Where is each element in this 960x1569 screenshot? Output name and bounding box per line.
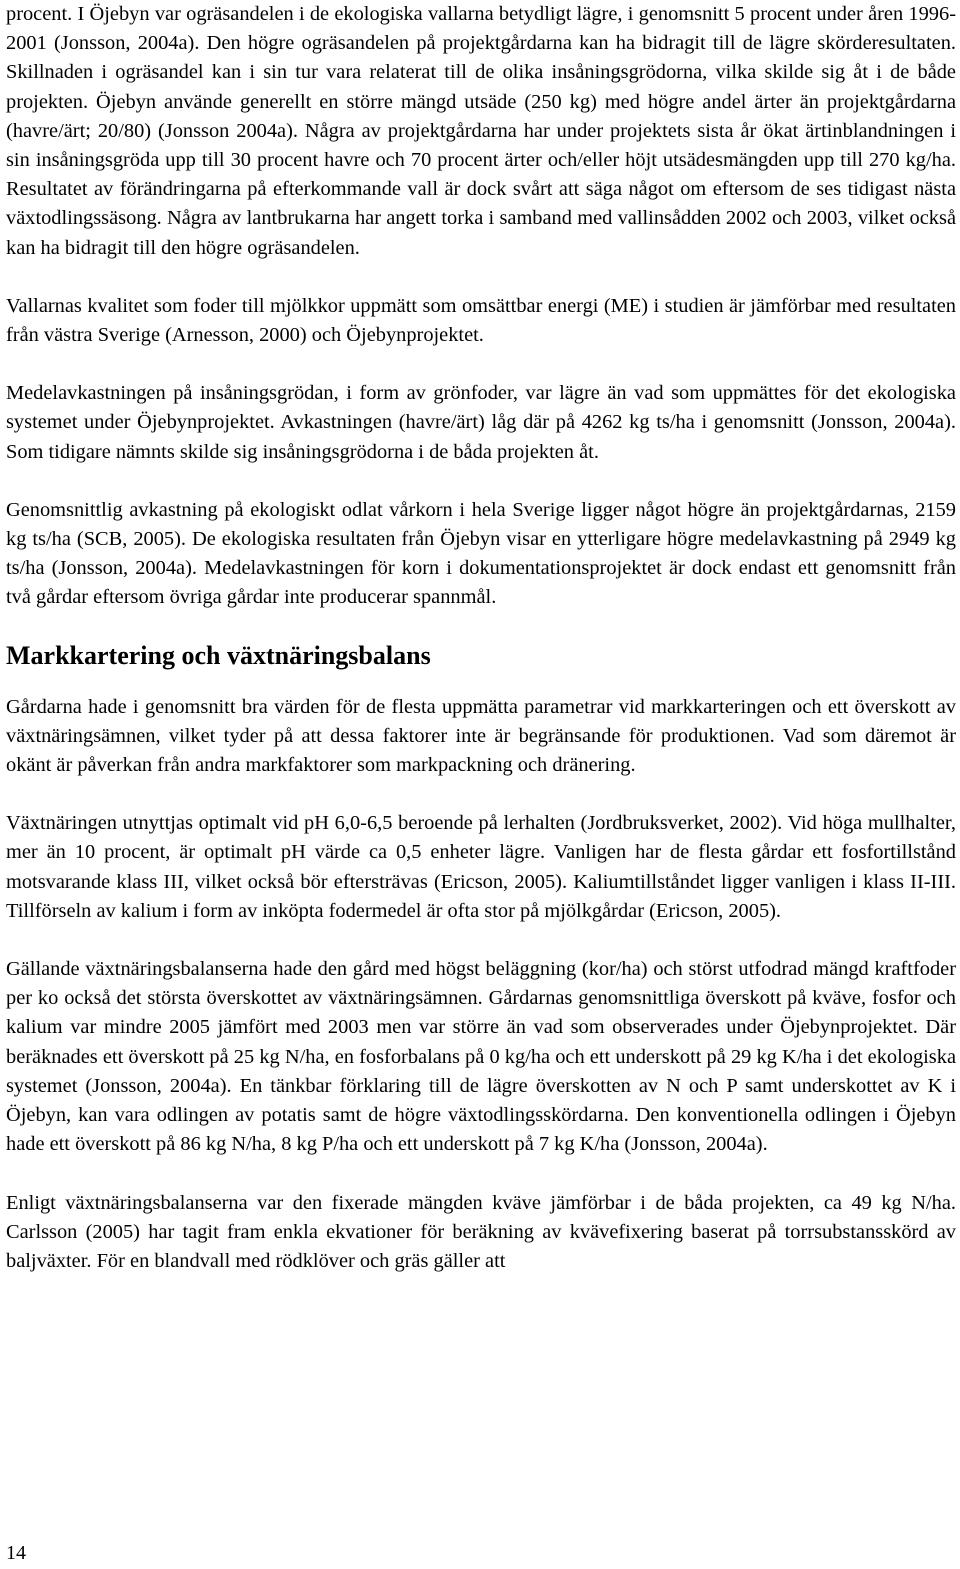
page-number: 14	[6, 1542, 26, 1564]
document-page	[6, 0, 956, 1276]
body-paragraph: Växtnäringen utnyttjas optimalt vid pH 6,0-6,5 beroende på lerhalten (Jordbruksverket, 2002). Vid höga mullhalter, mer än 10 procent, är optimalt pH värde ca 0,5 enheter lägre. Vanligen har de flesta gårdar ett fosfortillstånd motsvarande klass III, vilket också bör eftersträvas (Ericson, 2005). Kaliumtillståndet ligger vanligen i klass II-III. Tillförseln av kalium i form av inköpta fodermedel är ofta stor på mjölkgårdar (Ericson, 2005).	[6, 812, 956, 922]
body-paragraph: Gällande växtnäringsbalanserna hade den gård med högst beläggning (kor/ha) och störst utfodrad mängd kraftfoder per ko också det största överskottet av växtnäringsämnen. Gårdarnas genomsnittliga överskott på kväve, fosfor och kalium var mindre 2005 jämfört med 2003 men var större än vad som observerades under Öjebynprojektet. Där beräknades ett överskott på 25 kg N/ha, en fosforbalans på 0 kg/ha och ett underskott på 29 kg K/ha i det ekologiska systemet (Jonsson, 2004a). En tänkbar förklaring till de lägre överskotten av N och P samt underskottet av K i Öjebyn, kan vara odlingen av potatis samt de högre växtodlingsskördarna. Den konventionella odlingen i Öjebyn hade ett överskott på 86 kg N/ha, 8 kg P/ha och ett underskott på 7 kg K/ha (Jonsson, 2004a).	[6, 958, 956, 1156]
section-heading: Markkartering och växtnäringsbalans	[6, 640, 431, 670]
body-paragraph: Vallarnas kvalitet som foder till mjölkkor uppmätt som omsättbar energi (ME) i studien är jämförbar med resultaten från västra Sverige (Arnesson, 2000) och Öjebynprojektet.	[6, 294, 956, 347]
body-paragraph: Gårdarna hade i genomsnitt bra värden för de flesta uppmätta parametrar vid markkarteringen och ett överskott av växtnäringsämnen, vilket tyder på att dessa faktorer inte är begränsande för produktionen. Vad som däremot är okänt är påverkan från andra markfaktorer som markpackning och dränering.	[6, 695, 956, 777]
body-paragraph: procent. I Öjebyn var ogräsandelen i de ekologiska vallarna betydligt lägre, i genomsnitt 5 procent under åren 1996-2001 (Jonsson, 2004a). Den högre ogräsandelen på projektgårdarna kan ha bidragit till de lägre skörderesultaten. Skillnaden i ogräsandel kan i sin tur vara relaterat till de olika insåningsgrödorna, vilka skilde sig åt i de både projekten. Öjebyn använde generellt en större mängd utsäde (250 kg) med högre andel ärter än projektgårdarna (havre/ärt; 20/80) (Jonsson 2004a). Några av projektgårdarna har under projektets sista år ökat ärtinblandningen i sin insåningsgröda upp till 30 procent havre och 70 procent ärter och/eller höjt utsädesmängden upp till 270 kg/ha. Resultatet av förändringarna på efterkommande vall är dock svårt att säga något om eftersom de ses tidigast nästa växtodlingssäsong. Några av lantbrukarna har angett torka i samband med vallinsådden 2002 och 2003, vilket också kan ha bidragit till den högre ogräsandelen.	[6, 3, 956, 259]
body-paragraph: Enligt växtnäringsbalanserna var den fixerade mängden kväve jämförbar i de båda projekten, ca 49 kg N/ha. Carlsson (2005) har tagit fram enkla ekvationer för beräkning av kvävefixering baserat på torrsubstansskörd av baljväxter. För en blandvall med rödklöver och gräs gäller att	[6, 1191, 956, 1272]
body-paragraph: Medelavkastningen på insåningsgrödan, i form av grönfoder, var lägre än vad som uppmättes för det ekologiska systemet under Öjebynprojektet. Avkastningen (havre/ärt) låg där på 4262 kg ts/ha i genomsnitt (Jonsson, 2004a). Som tidigare nämnts skilde sig insåningsgrödorna i de båda projekten åt.	[6, 382, 956, 463]
body-paragraph: Genomsnittlig avkastning på ekologiskt odlat vårkorn i hela Sverige ligger något högre än projektgårdarnas, 2159 kg ts/ha (SCB, 2005). De ekologiska resultaten från Öjebyn visar en ytterligare högre medelavkastning på 2949 kg ts/ha (Jonsson, 2004a). Medelavkastningen för korn i dokumentationsprojektet är dock endast ett genomsnitt från två gårdar eftersom övriga gårdar inte producerar spannmål.	[6, 498, 956, 609]
